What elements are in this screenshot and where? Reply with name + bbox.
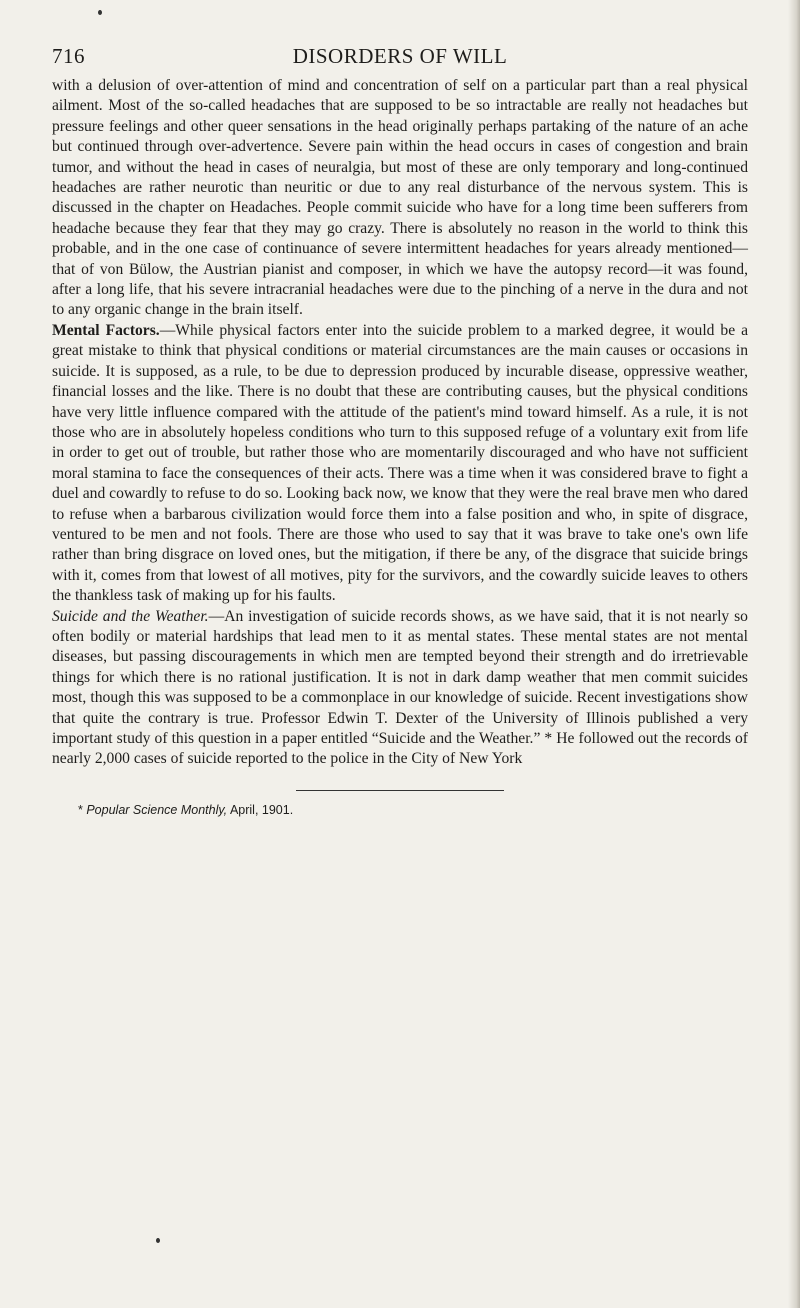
print-speck [98, 10, 102, 15]
paragraph-text: —An investigation of suicide records shows, as we have said, that it is not nearly so often bodily or material hardships that lead men to it as mental states. These mental states are not mental diseases, but passing discouragements in which men are tempted beyond their strength and do irretrievable things for which there is no rational justification. It is not in dark damp weather that men commit suicides most, though this was supposed to be a commonplace in our knowledge of suicide. Recent investigations show that quite the contrary is true. Professor Edwin T. Dexter of the University of Illinois published a very important study of this question in a paper entitled “Suicide and the Weather.” * He followed out the records of nearly 2,000 cases of suicide reported to the police in the City of New York [52, 607, 748, 768]
paragraph-mental-factors [52, 321, 748, 607]
section-heading-suicide-weather: Suicide and the Weather. [52, 607, 209, 625]
footnote-date: April, 1901. [227, 802, 294, 817]
body-text [52, 76, 748, 770]
paragraph-suicide-weather [52, 607, 748, 770]
footnote-marker: * [78, 802, 87, 817]
running-header [52, 44, 748, 74]
footnote-source: Popular Science Monthly, [86, 802, 228, 817]
footnote-rule [296, 790, 504, 791]
print-speck [156, 1238, 160, 1243]
paragraph-continued [52, 76, 748, 321]
page-number: 716 [52, 44, 85, 68]
footnote [52, 803, 748, 817]
running-title: DISORDERS OF WILL [292, 44, 508, 68]
section-heading-mental-factors: Mental Factors. [52, 321, 160, 339]
page-edge-shadow [788, 0, 800, 1308]
paragraph-text: with a delusion of over-attention of mind and concentration of self on a particular part than a real physical ailment. Most of the so-called headaches that are supposed to be so intractable are really not headaches but pressure feelings and other queer sensations in the head originally perhaps partaking of the nature of an ache but continued through over-advertence. Severe pain within the head occurs in cases of congestion and brain tumor, and without the head in cases of neuralgia, but most of these are only temporary and long-continued headaches are rather neurotic than neuritic or due to any real disturbance of the nervous system. This is discussed in the chapter on Headaches. People commit suicide who have for a long time been sufferers from headache because they fear that they may go crazy. There is absolutely no reason in the world to think this probable, and in the one case of continuance of severe intermittent headaches for years already mentioned—that of von Bülow, the Austrian pianist and composer, in which we have the autopsy record—it was found, after a long life, that his severe intracranial headaches were due to the pinching of a nerve in the dura and not to any organic change in the brain itself. [52, 77, 748, 319]
book-page [52, 44, 748, 817]
paragraph-text: —While physical factors enter into the suicide problem to a marked degree, it would be a great mistake to think that physical conditions or material circumstances are the main causes or occasions in suicide. It is supposed, as a rule, to be due to depression produced by incurable disease, oppressive weather, financial losses and the like. There is no doubt that these are contributing causes, but the physical conditions have very little influence compared with the attitude of the patient's mind toward himself. As a rule, it is not those who are in absolutely hopeless conditions who turn to this supposed refuge of a voluntary exit from life in order to get out of trouble, but rather those who are momentarily discouraged and who have not sufficient moral stamina to face the consequences of their acts. There was a time when it was considered brave to fight a duel and cowardly to refuse to do so. Looking back now, we know that they were the real brave men who dared to refuse when a barbarous civilization would force them into a false position and who, in spite of disgrace, ventured to be men and not fools. There are those who used to say that it was brave to take one's own life rather than bring disgrace on loved ones, but the mitigation, if there be any, of the disgrace that suicide brings with it, comes from that lowest of all motives, pity for the survivors, and the cowardly suicide leaves to others the thankless task of making up for his faults. [52, 321, 748, 605]
